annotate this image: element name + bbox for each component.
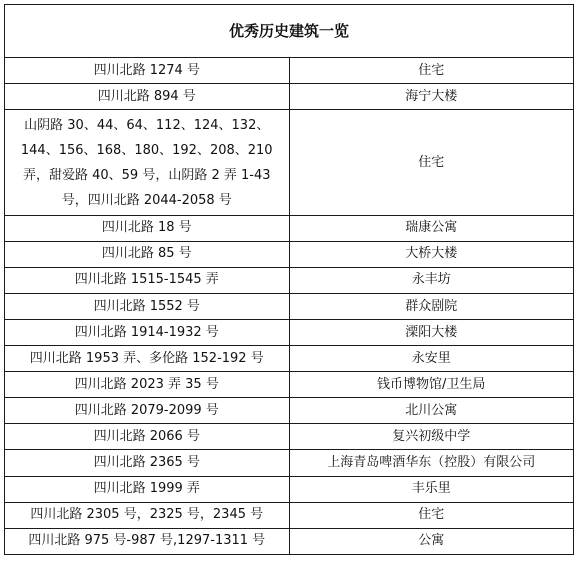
address-cell: 四川北路 85 号 (5, 241, 289, 267)
table-row (5, 320, 573, 346)
table-row (5, 215, 573, 241)
address-cell: 四川北路 894 号 (5, 84, 289, 110)
building-name-cell: 丰乐里 (289, 476, 573, 502)
building-name-cell: 住宅 (289, 502, 573, 528)
address-cell: 四川北路 975 号-987 号,1297-1311 号 (5, 528, 289, 554)
building-name-cell: 北川公寓 (289, 398, 573, 424)
table-row (5, 476, 573, 502)
building-name-cell: 溧阳大楼 (289, 320, 573, 346)
title-row (5, 5, 573, 58)
address-cell: 四川北路 2305 号，2325 号，2345 号 (5, 502, 289, 528)
building-name-cell: 大桥大楼 (289, 241, 573, 267)
building-name-cell: 永丰坊 (289, 267, 573, 293)
table (5, 5, 573, 554)
address-cell: 四川北路 2079-2099 号 (5, 398, 289, 424)
address-cell: 四川北路 2365 号 (5, 450, 289, 476)
table-row (5, 528, 573, 554)
address-cell: 四川北路 1274 号 (5, 58, 289, 84)
heritage-buildings-table (4, 4, 574, 555)
table-row (5, 84, 573, 110)
table-title: 优秀历史建筑一览 (5, 5, 573, 58)
address-cell: 四川北路 1999 弄 (5, 476, 289, 502)
table-row (5, 110, 573, 215)
address-cell: 四川北路 2066 号 (5, 424, 289, 450)
table-row (5, 450, 573, 476)
table-row (5, 241, 573, 267)
building-name-cell: 瑞康公寓 (289, 215, 573, 241)
table-row (5, 58, 573, 84)
building-name-cell: 群众剧院 (289, 294, 573, 320)
table-row (5, 294, 573, 320)
table-row (5, 346, 573, 372)
address-cell: 四川北路 18 号 (5, 215, 289, 241)
address-cell: 四川北路 1914-1932 号 (5, 320, 289, 346)
table-row (5, 424, 573, 450)
address-cell: 山阴路 30、44、64、112、124、132、144、156、168、180、192、208、210 弄，甜爱路 40、59 号，山阴路 2 弄 1-43 号，四川北路 2044-2058 号 (5, 110, 289, 215)
address-cell: 四川北路 1515-1545 弄 (5, 267, 289, 293)
building-name-cell: 海宁大楼 (289, 84, 573, 110)
building-name-cell: 公寓 (289, 528, 573, 554)
table-row (5, 398, 573, 424)
building-name-cell: 上海青岛啤酒华东（控股）有限公司 (289, 450, 573, 476)
building-name-cell: 复兴初级中学 (289, 424, 573, 450)
building-name-cell: 住宅 (289, 110, 573, 215)
building-name-cell: 住宅 (289, 58, 573, 84)
building-name-cell: 永安里 (289, 346, 573, 372)
address-cell: 四川北路 1953 弄、多伦路 152-192 号 (5, 346, 289, 372)
table-row (5, 502, 573, 528)
address-cell: 四川北路 1552 号 (5, 294, 289, 320)
address-cell: 四川北路 2023 弄 35 号 (5, 372, 289, 398)
table-row (5, 267, 573, 293)
table-row (5, 372, 573, 398)
building-name-cell: 钱币博物馆/卫生局 (289, 372, 573, 398)
